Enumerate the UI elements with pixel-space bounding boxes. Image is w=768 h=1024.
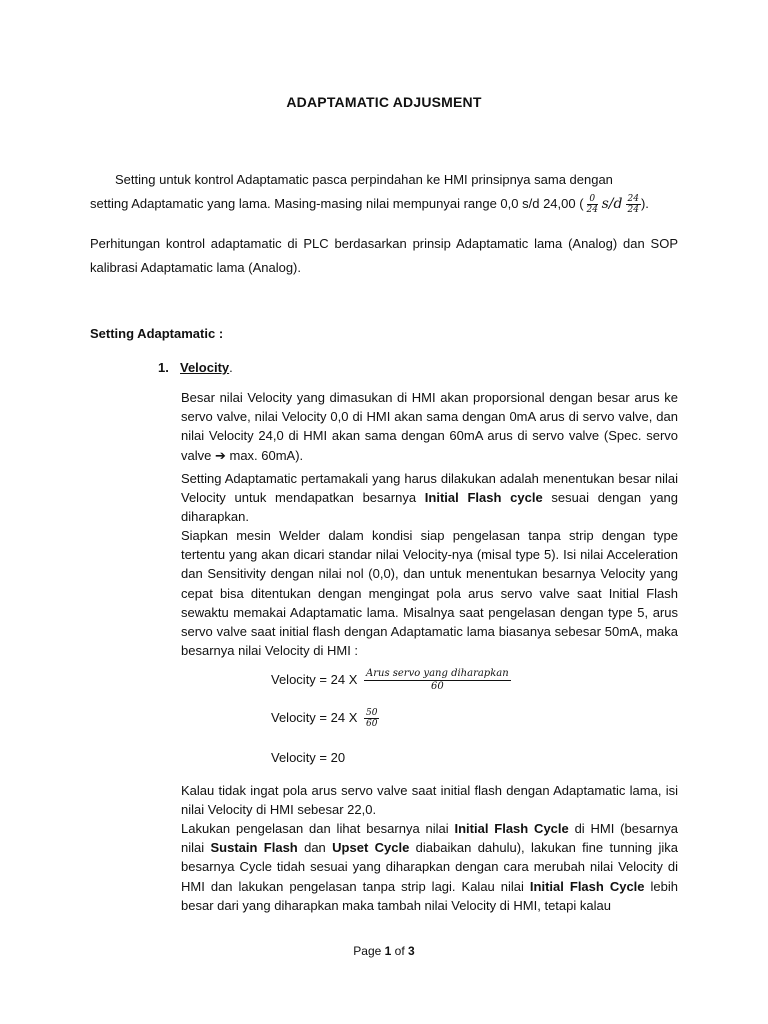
list-label-suffix: . (229, 360, 233, 375)
velocity-p2-post: sesuai dengan yang diharapkan. (181, 490, 679, 525)
p5-part-1: Lakukan pengelasan dan lihat besarnya nilai (181, 821, 455, 836)
intro-paragraph-1 (90, 168, 678, 216)
velocity-p1-end: max. 60mA). (225, 447, 304, 463)
range-frac2-num: 24 (627, 194, 639, 205)
intro-p1-line2: setting Adaptamatic yang lama. Masing-masing nilai mempunyai range 0,0 s/d 24,00 ( (90, 196, 584, 211)
footer-of-word: of (394, 944, 405, 958)
velocity-paragraph-4: Kalau tidak ingat pola arus servo valve saat initial flash dengan Adaptamatic lama, isi nilai Velocity di HMI sebesar 22,0. (181, 783, 678, 818)
p5-part-3: di HMI (besarnya nilai (181, 821, 678, 856)
range-fraction-1 (587, 194, 598, 215)
equation-3: Velocity = 20 (271, 750, 346, 765)
p5-part-5: dan (297, 840, 333, 856)
section-heading: Setting Adaptamatic : (90, 326, 224, 341)
list-label: Velocity (180, 360, 230, 375)
velocity-paragraph-1 (181, 388, 678, 465)
range-frac1-num: 0 (587, 194, 598, 205)
range-frac2-den: 24 (627, 205, 639, 216)
p5-bold-sustain-flash: Sustain Flash (210, 840, 298, 856)
p5-part-7: diabaikan dahulu), lakukan fine tunning jika besarnya Cycle tidah sesuai yang diharapkan dengan cara merubah nilai Velocity di HMI dan lakukan pengelasan tanpa strip lagi. Kalau nilai (181, 840, 678, 894)
footer-total-pages: 3 (408, 944, 415, 958)
velocity-paragraph-2 (181, 469, 678, 527)
eq2-numerator: 50 (366, 708, 378, 719)
footer-page-number: 1 (384, 944, 392, 958)
velocity-p2-pre: Setting Adaptamatic pertamakali yang harus dilakukan adalah menentukan besar nilai Velocity untuk mendapatkan besarnya (181, 471, 678, 506)
eq1-prefix: Velocity = 24 X (271, 671, 358, 687)
p5-bold-initial-flash-cycle-2: Initial Flash Cycle (529, 878, 645, 894)
range-sd: s/d (601, 196, 623, 212)
list-number: 1. (158, 360, 169, 375)
range-frac1-den: 24 (586, 205, 598, 216)
velocity-paragraph-3: Siapkan mesin Welder dalam kondisi siap pengelasan tanpa strip dengan type tertentu yang akan dicari standar nilai Velocity-nya (misal type 5). Isi nilai Acceleration dan Sensitivity dengan nilai nol (0,0), dan untuk menentukan besarnya Velocity yang cepat bisa ditentukan dengan mengingat pola arus servo valve saat Initial Flash sewaktu memakai Adaptamatic lama. Misalnya saat pengelasan dengan type 5, arus servo valve saat initial flash dengan Adaptamatic lama biasanya sebesar 50mA, maka besarnya nilai Velocity di HMI : (181, 528, 678, 659)
arrow-icon: ➔ (214, 447, 226, 463)
list-item-velocity (158, 358, 233, 378)
p5-part-9: lebih besar dari yang diharapkan maka tambah nilai Velocity di HMI, tetapi kalau (181, 878, 679, 913)
range-fraction-2 (626, 194, 641, 215)
eq2-fraction (364, 708, 379, 729)
eq2-denominator: 60 (366, 719, 378, 730)
eq2-prefix: Velocity = 24 X (271, 710, 358, 725)
intro-p1-line2-wrap (90, 192, 649, 216)
p5-bold-initial-flash-cycle: Initial Flash Cycle (454, 821, 569, 836)
eq1-fraction (364, 668, 511, 693)
eq1-denominator: 60 (430, 681, 444, 692)
intro-p1-end: ). (640, 196, 649, 211)
p5-bold-upset-cycle: Upset Cycle (332, 840, 410, 856)
footer-page-word: Page (353, 944, 382, 958)
equation-2 (271, 708, 379, 729)
intro-paragraph-2: Perhitungan kontrol adaptamatic di PLC berdasarkan prinsip Adaptamatic lama (Analog) dan SOP kalibrasi Adaptamatic lama (Analog). (90, 236, 678, 275)
velocity-p2-bold: Initial Flash cycle (424, 490, 543, 506)
velocity-p1-text: Besar nilai Velocity yang dimasukan di HMI akan proporsional dengan besar arus ke servo valve, nilai Velocity 0,0 di HMI akan sama dengan 0mA arus di servo valve, dan nilai Velocity 24,0 di HMI akan sama dengan 60mA arus di servo valve (Spec. servo valve (181, 390, 678, 463)
eq1-numerator: Arus servo yang diharapkan (366, 668, 509, 679)
velocity-paragraph-5 (181, 819, 678, 915)
intro-p1-line1: Setting untuk kontrol Adaptamatic pasca perpindahan ke HMI prinsipnya sama dengan (115, 172, 613, 187)
page-footer (0, 944, 768, 958)
equation-1 (271, 668, 511, 693)
document-title: ADAPTAMATIC ADJUSMENT (286, 94, 482, 110)
